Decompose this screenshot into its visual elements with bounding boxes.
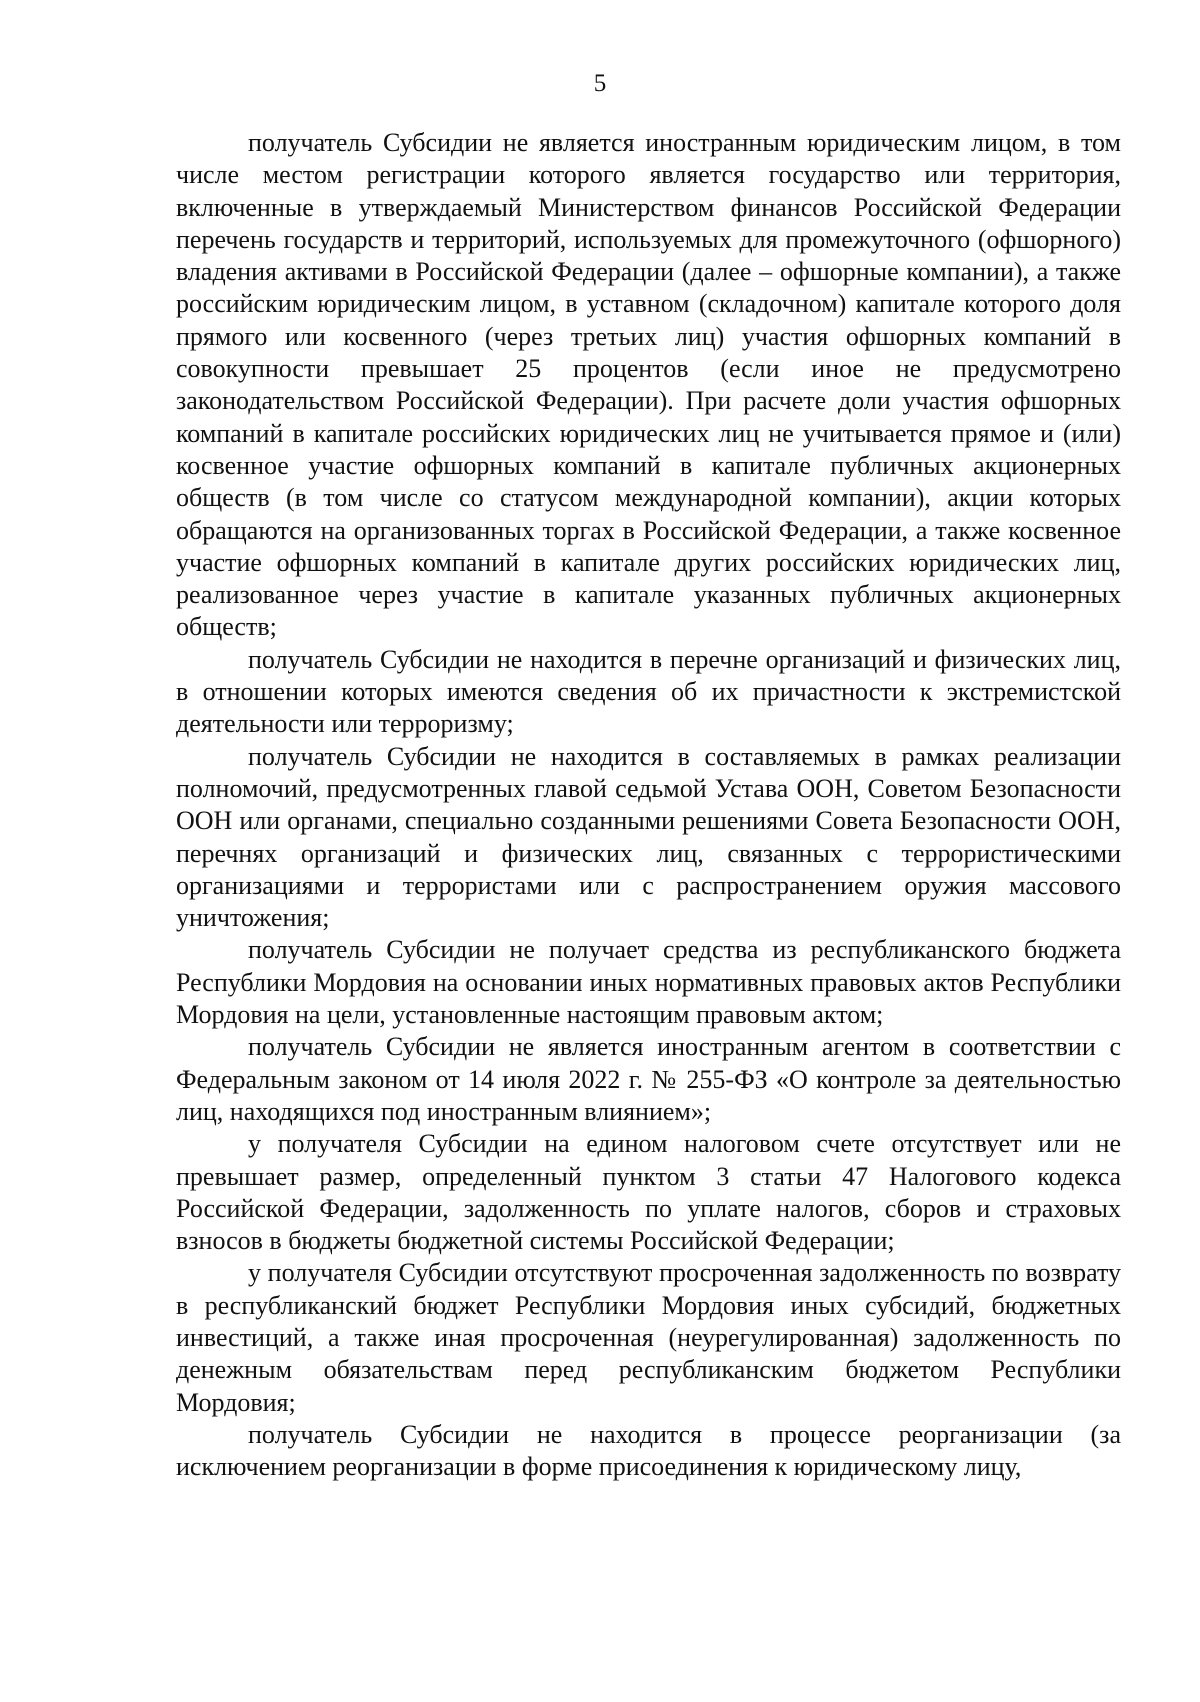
paragraph-offshore-companies: получатель Субсидии не является иностранным юридическим лицом, в том числе местом регистрации которого является государство или территория, включенные в утверждаемый Министерством финансов Российской Федерации перечень государств и территорий, используемых для промежуточного (офшорного) владения активами в Российской Федерации (далее – офшорные компании), а также российским юридическим лицом, в уставном (складочном) капитале которого доля прямого или косвенного (через третьих лиц) участия офшорных компаний в совокупности превышает 25 процентов (если иное не предусмотрено законодательством Российской Федерации). При расчете доли участия офшорных компаний в капитале российских юридических лиц не учитывается прямое и (или) косвенное участие офшорных компаний в капитале публичных акционерных обществ (в том числе со статусом международной компании), акции которых обращаются на организованных торгах в Российской Федерации, а также косвенное участие офшорных компаний в капитале других российских юридических лиц, реализованное через участие в капитале указанных публичных акционерных обществ; [176,128,1121,642]
paragraph-extremism-list: получатель Субсидии не находится в перечне организаций и физических лиц, в отношении которых имеются сведения об их причастности к экстремистской деятельности или терроризму; [176,644,1121,739]
paragraph-tax-debt: у получателя Субсидии на едином налоговом счете отсутствует или не превышает размер, определенный пунктом 3 статьи 47 Налогового кодекса Российской Федерации, задолженность по уплате налогов, сборов и страховых взносов в бюджеты бюджетной системы Российской Федерации; [176,1129,1121,1256]
page-number: 5 [593,70,607,97]
paragraph-overdue-debt: у получателя Субсидии отсутствуют просроченная задолженность по возврату в республиканский бюджет Республики Мордовия иных субсидий, бюджетных инвестиций, а также иная просроченная (неурегулированная) задолженность по денежным обязательствам перед республиканским бюджетом Республики Мордовия; [176,1258,1121,1417]
paragraph-reorganization: получатель Субсидии не находится в процессе реорганизации (за исключением реорганизации в форме присоединения к юридическому лицу, [176,1419,1121,1482]
paragraph-no-other-budget-funds: получатель Субсидии не получает средства из республиканского бюджета Республики Мордовия на основании иных нормативных правовых актов Республики Мордовия на цели, установленные настоящим правовым актом; [176,935,1121,1030]
paragraph-un-sanctions-list: получатель Субсидии не находится в составляемых в рамках реализации полномочий, предусмотренных главой седьмой Устава ООН, Советом Безопасности ООН или органами, специально созданными решениями Совета Безопасности ООН, перечнях организаций и физических лиц, связанных с террористическими организациями и террористами или с распространением оружия массового уничтожения; [176,741,1121,933]
paragraph-foreign-agent: получатель Субсидии не является иностранным агентом в соответствии с Федеральным законом от 14 июля 2022 г. № 255-ФЗ «О контроле за деятельностью лиц, находящихся под иностранным влиянием»; [176,1032,1121,1126]
document-body [176,127,1121,1483]
